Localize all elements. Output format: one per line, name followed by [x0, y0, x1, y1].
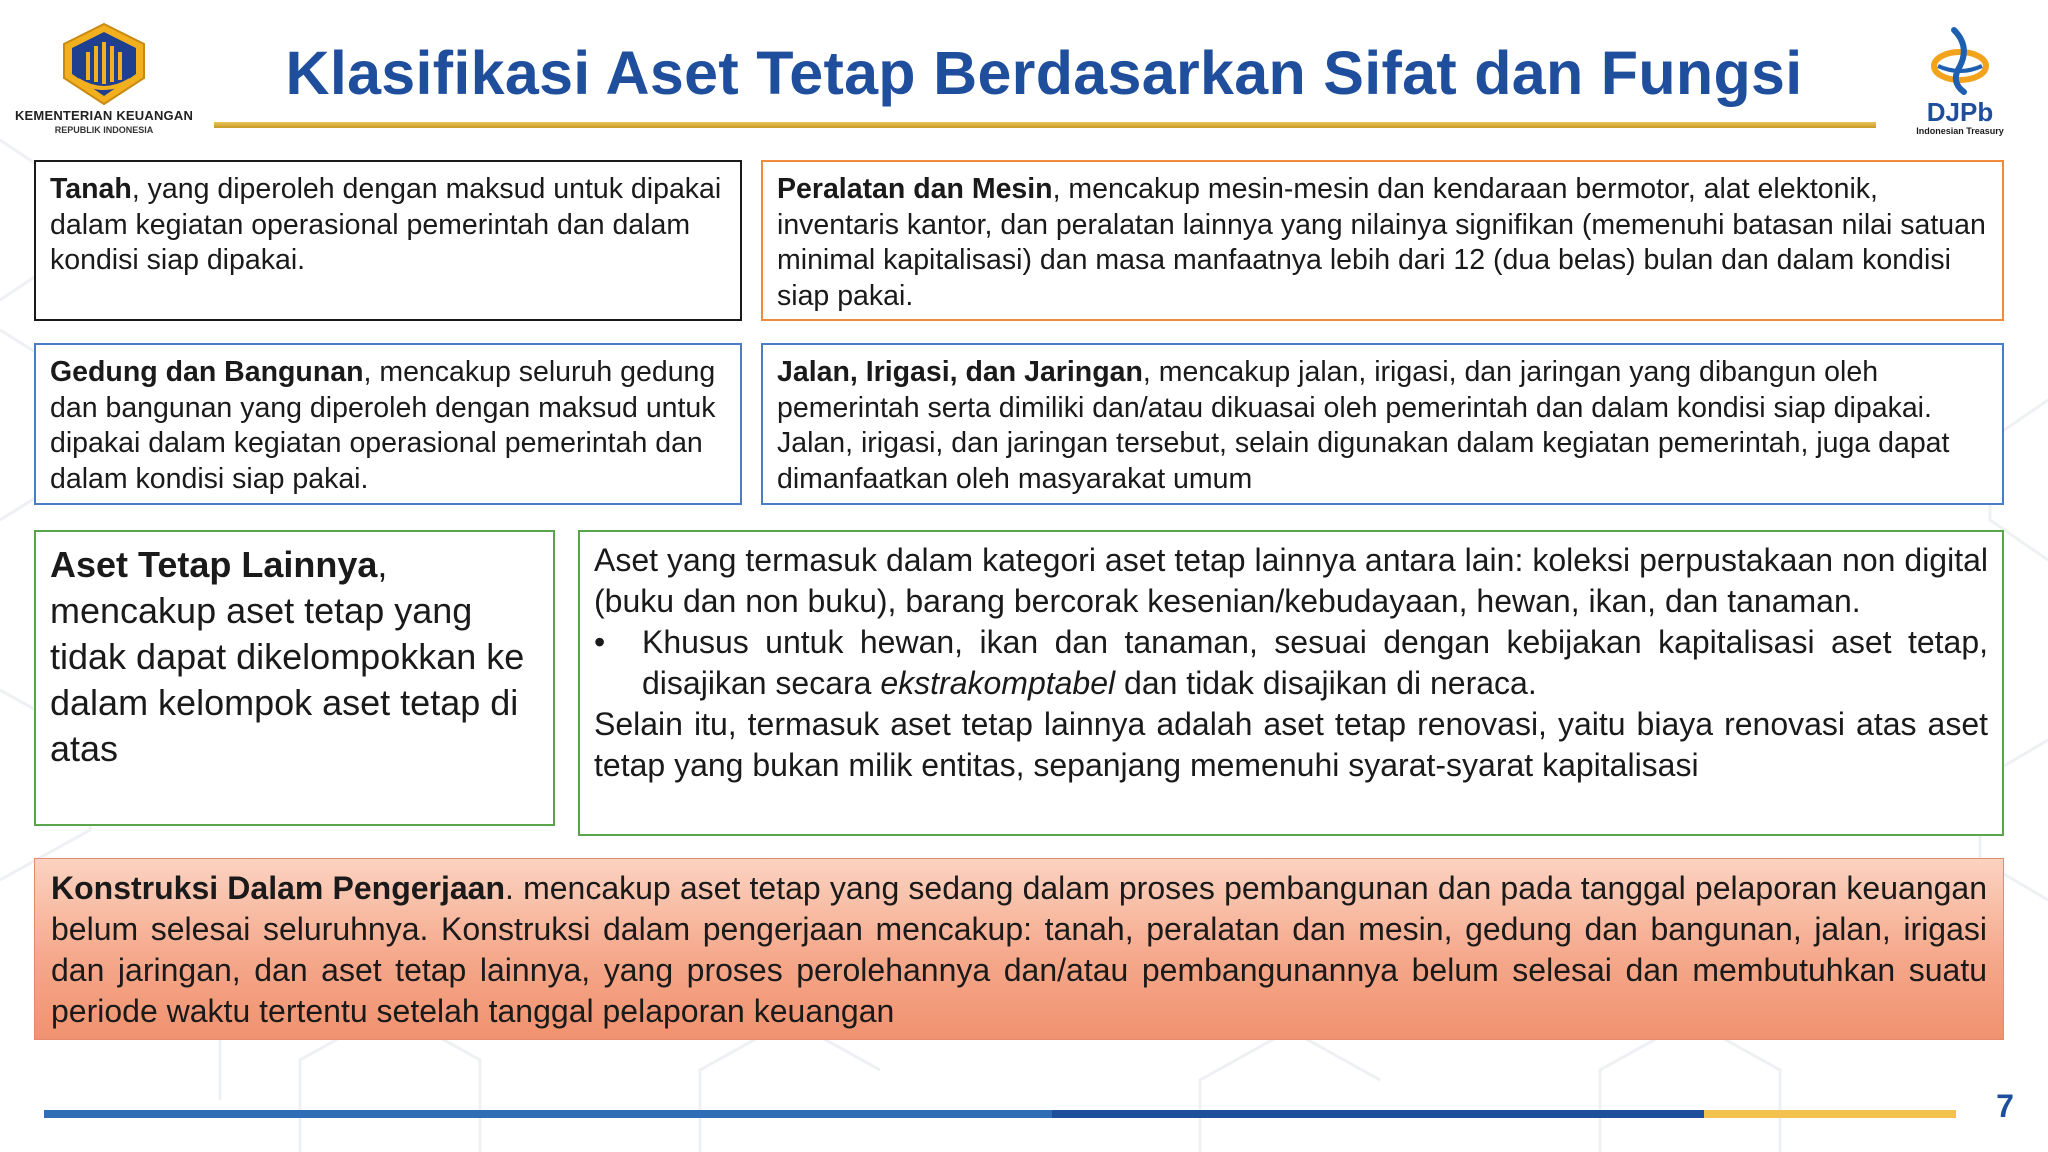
page-number: 7: [1996, 1088, 2014, 1124]
bullet-text: [642, 622, 1988, 704]
bullet-icon: •: [594, 624, 606, 660]
kdp-term: Konstruksi Dalam Pengerjaan: [51, 870, 506, 906]
peralatan-box: [761, 160, 2004, 321]
kemenkeu-logo: [14, 22, 194, 142]
jalan-box: [761, 343, 2004, 505]
atl-description-box: [578, 530, 2004, 836]
jalan-text: , mencakup jalan, irigasi, dan jaringan yang dibangun oleh pemerintah serta dimiliki dan/atau dikuasai oleh pemerintah dan dalam kondisi siap dipakai. Jalan, irigasi, dan jaringan tersebut, selain digunakan dalam kegiatan pemerintah, juga dapat dimanfaatkan oleh masyarakat umum: [777, 356, 1950, 495]
kemenkeu-name: KEMENTERIAN KEUANGAN: [14, 108, 194, 123]
bullet-text-post: dan tidak disajikan di neraca.: [1115, 665, 1537, 701]
djpb-subtitle: Indonesian Treasury: [1916, 126, 2004, 136]
bullet-text-emphasis: ekstrakomptabel: [880, 665, 1116, 701]
peralatan-text: , mencakup mesin-mesin dan kendaraan bermotor, alat elektonik, inventaris kantor, dan peralatan lainnya yang nilainya signifikan (memenuhi batasan nilai satuan minimal kapitalisasi) dan masa manfaatnya lebih dari 12 (dua belas) bulan dan dalam kondisi siap pakai.: [777, 173, 1986, 312]
konstruksi-dalam-pengerjaan-box: [34, 858, 2004, 1040]
bullet-text-pre: Khusus untuk hewan, ikan dan tanaman, sesuai dengan kebijakan kapitalisasi aset tetap, disajikan secara: [642, 624, 1988, 701]
aset-tetap-lainnya-box: [34, 530, 555, 826]
kdp-text: . mencakup aset tetap yang sedang dalam proses pembangunan dan pada tanggal pelaporan keuangan belum selesai seluruhnya. Konstruksi dalam pengerjaan mencakup: tanah, peralatan dan mesin, gedung dan bangunan, jalan, irigasi dan jaringan, dan aset tetap lainnya, yang proses perolehannya dan/atau pembangunannya belum selesai dan membutuhkan suatu periode waktu tertentu setelah tanggal pelaporan keuangan: [51, 870, 1988, 1029]
page-title: Klasifikasi Aset Tetap Berdasarkan Sifat dan Fungsi: [285, 39, 1803, 107]
footer-bar-segment-3: [1704, 1110, 1956, 1118]
atl-desc-paragraph-2: Selain itu, termasuk aset tetap lainnya adalah aset tetap renovasi, yaitu biaya renovasi atas aset tetap yang bukan milik entitas, sepanjang memenuhi syarat-syarat kapitalisasi: [594, 706, 1988, 783]
atl-desc-paragraph-1: Aset yang termasuk dalam kategori aset tetap lainnya antara lain: koleksi perpustakaan non digital (buku dan non buku), barang bercorak kesenian/kebudayaan, hewan, ikan, dan tanaman.: [594, 542, 1988, 619]
gedung-term: Gedung dan Bangunan: [50, 356, 364, 388]
djpb-name: DJPb: [1926, 97, 1994, 127]
footer-bar-segment-1: [44, 1110, 1052, 1118]
djpb-logo: [1900, 26, 2020, 146]
atl-desc-bullet-item: [594, 622, 1988, 704]
tanah-box: [34, 160, 742, 321]
peralatan-term: Peralatan dan Mesin: [777, 173, 1053, 205]
kemenkeu-emblem-icon: [58, 22, 150, 106]
title-underline: [214, 122, 1876, 128]
atl-text: , mencakup aset tetap yang tidak dapat dikelompokkan ke dalam kelompok aset tetap di atas: [50, 544, 525, 769]
tanah-text: , yang diperoleh dengan maksud untuk dipakai dalam kegiatan operasional pemerintah dan dalam kondisi siap dipakai.: [50, 173, 722, 276]
jalan-term: Jalan, Irigasi, dan Jaringan: [777, 356, 1143, 388]
gedung-box: [34, 343, 742, 505]
gedung-text: , mencakup seluruh gedung dan bangunan yang diperoleh dengan maksud untuk dipakai dalam kegiatan operasional pemerintah dan dalam kondisi siap pakai.: [50, 356, 716, 495]
kemenkeu-subtitle: REPUBLIK INDONESIA: [54, 125, 154, 135]
atl-term: Aset Tetap Lainnya: [50, 544, 378, 585]
tanah-term: Tanah: [50, 173, 132, 205]
djpb-emblem-icon: [1930, 26, 1990, 96]
footer-bar-segment-2: [1052, 1110, 1704, 1118]
